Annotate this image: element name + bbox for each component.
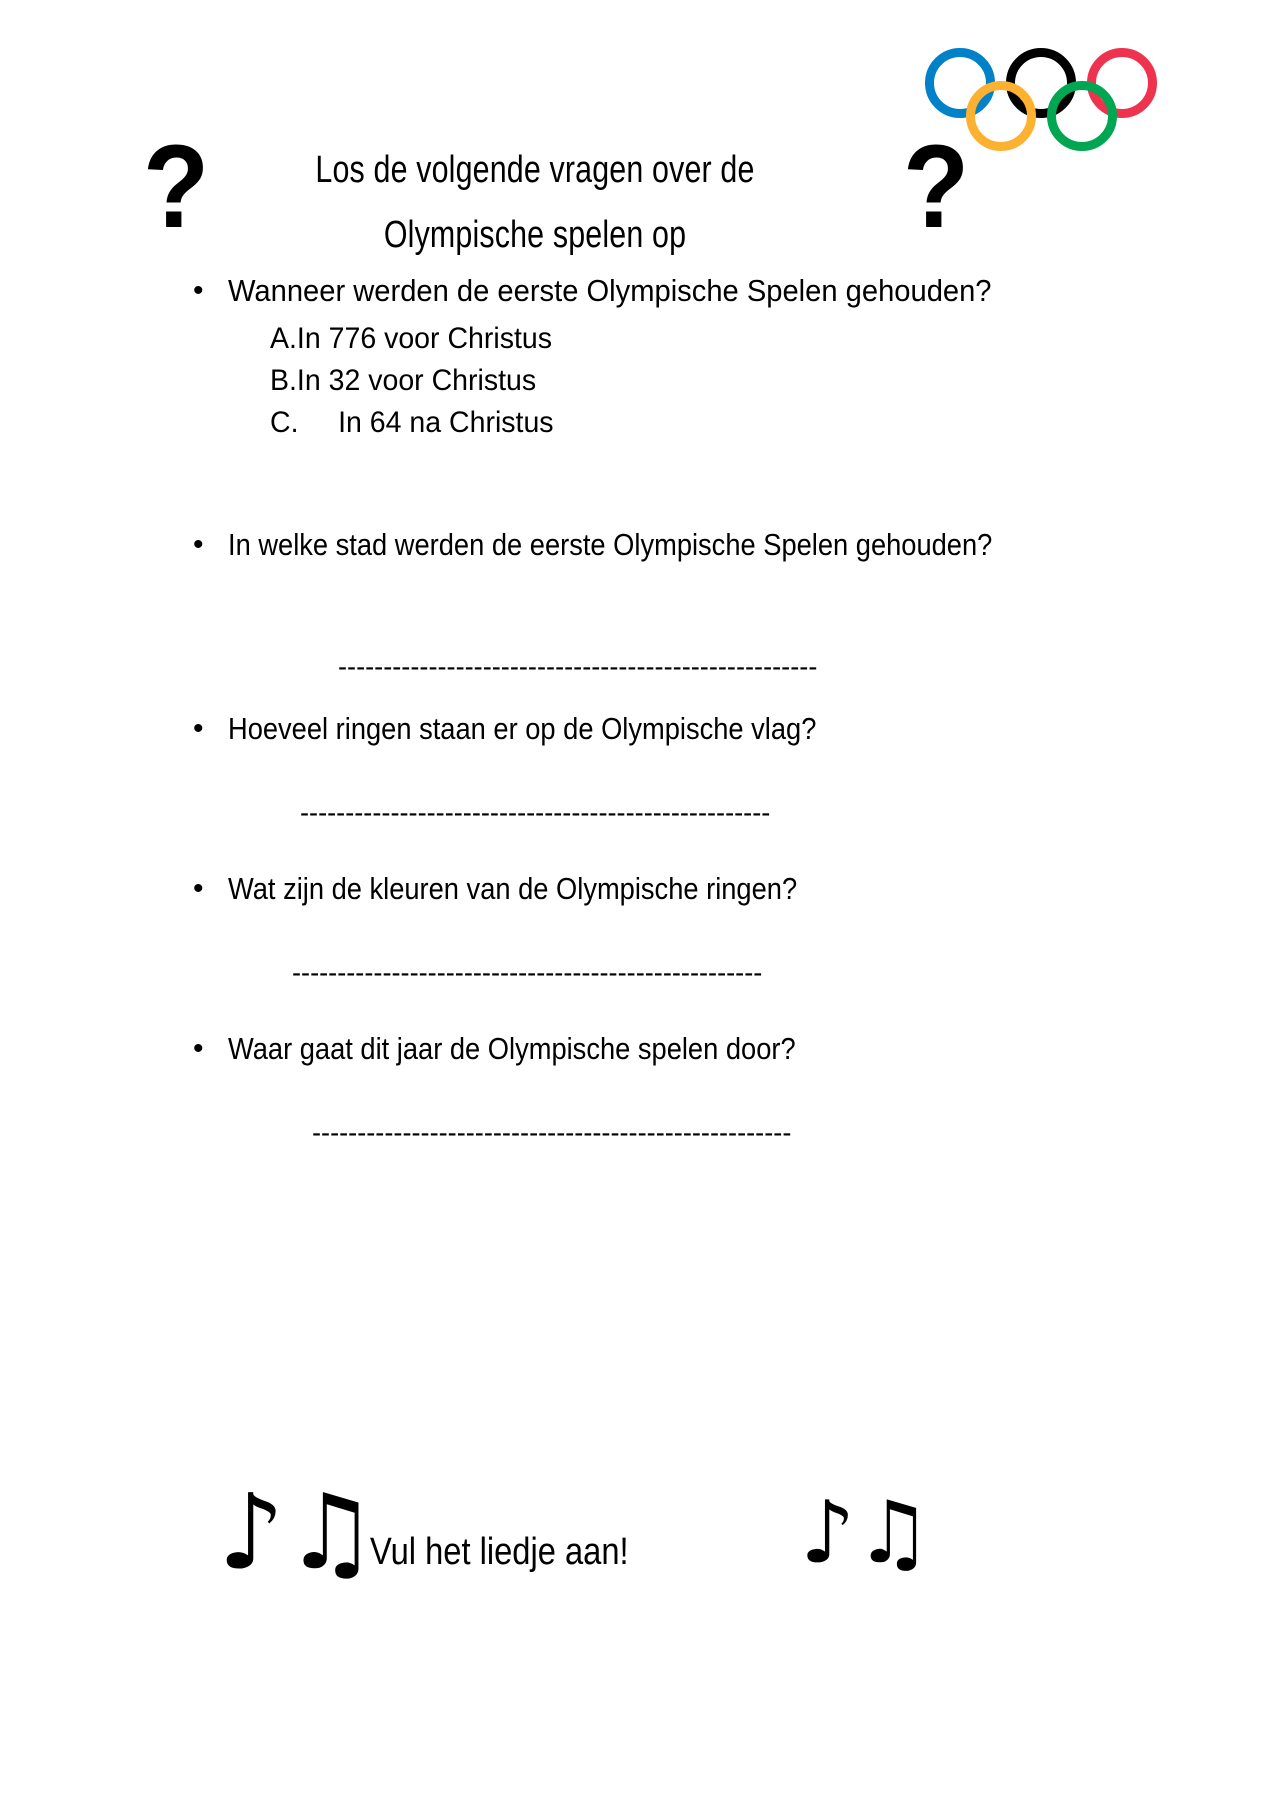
olympic-ring-yellow — [966, 81, 1036, 151]
option-c[interactable]: C. In 64 na Christus — [270, 406, 554, 439]
question-options-1 — [228, 318, 1220, 444]
olympic-ring-green — [1047, 81, 1117, 151]
bullet-icon-5: • — [193, 1032, 204, 1065]
question-text-4: Wat zijn de kleuren van de Olympische ringen? — [228, 871, 798, 906]
page-title-line-1: Los de volgende vragen over de — [315, 149, 755, 191]
question-text-3: Hoeveel ringen staan er op de Olympische vlag? — [228, 711, 817, 746]
question-text-2: In welke stad werden de eerste Olympische Spelen gehouden? — [228, 527, 993, 562]
question-list — [0, 268, 1280, 1150]
question-text-1: Wanneer werden de eerste Olympische Spelen gehouden? — [228, 273, 992, 308]
answer-line-4[interactable]: ---------------------------------------------------- — [292, 957, 763, 988]
bullet-icon-2: • — [193, 528, 204, 561]
page-title-line-2: Olympische spelen op — [383, 214, 687, 257]
option-a[interactable]: A.In 776 voor Christus — [270, 322, 552, 355]
question-item-4 — [0, 866, 1280, 912]
question-item-1 — [0, 268, 1280, 444]
bullet-icon-4: • — [193, 872, 204, 905]
answer-line-2[interactable]: ----------------------------------------------------- — [338, 651, 818, 682]
question-mark-icon-right: ? — [902, 121, 970, 253]
bullet-icon-3: • — [193, 712, 204, 745]
footer-instruction-text: Vul het liedje aan! — [370, 1531, 629, 1573]
music-note-icon-right: ♪♫ — [800, 1483, 932, 1583]
page-title — [215, 138, 855, 269]
question-mark-icon-left: ? — [142, 121, 210, 253]
option-b[interactable]: B.In 32 voor Christus — [270, 364, 537, 397]
question-item-5 — [0, 1026, 1280, 1072]
bullet-icon-1: • — [193, 274, 204, 307]
music-note-icon-left: ♪♫ — [218, 1471, 378, 1593]
question-text-5: Waar gaat dit jaar de Olympische spelen door? — [228, 1031, 796, 1066]
answer-line-5[interactable]: ----------------------------------------------------- — [312, 1117, 792, 1148]
answer-line-3[interactable]: ---------------------------------------------------- — [300, 797, 771, 828]
question-item-3 — [0, 706, 1280, 752]
worksheet-footer — [0, 1471, 1280, 1670]
question-item-2 — [0, 522, 1280, 568]
